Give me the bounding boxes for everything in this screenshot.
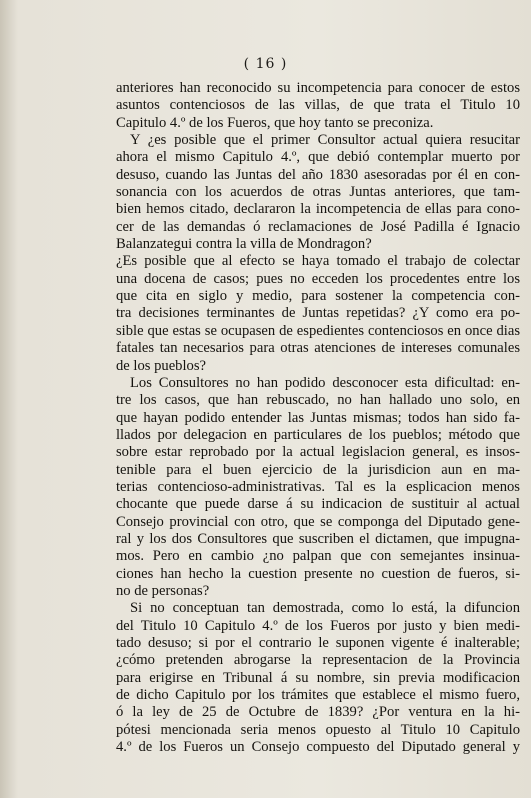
text-line: que cita en siglo y medio, para sostener la competencia con- (116, 288, 520, 305)
text-line: de dicho Capitulo por los trámites que establece el mismo fuero, (116, 687, 520, 704)
text-line: Capitulo 4.º de los Fueros, que hoy tanto se preconiza. (116, 114, 434, 131)
text-line: sobre estar reprobado por la actual legislacion general, es insos- (116, 444, 520, 461)
text-line: terias contencioso-administrativas. Tal es la esplicacion menos (116, 478, 520, 495)
text-line: chocante que puede darse á su indicacion de sustituir al actual (116, 496, 520, 513)
text-line: bien hemos citado, declararon la incompetencia de ellas para cono- (116, 201, 520, 218)
text-line: del Titulo 10 Capitulo 4.º de los Fueros por justo y bien medi- (116, 617, 520, 634)
text-line: sible que estas se ocupasen de espedientes contenciosos en once dias (116, 322, 520, 339)
text-line: una docena de casos; pues no ecceden los procedentes entre los (116, 270, 520, 287)
text-line: Consejo provincial con otro, que se componga del Diputado gene- (116, 513, 520, 530)
text-line: Balanzategui contra la villa de Mondragon? (116, 236, 372, 253)
text-line: no de personas? (116, 582, 210, 599)
text-line: asuntos contenciosos de las villas, de que trata el Titulo 10 (116, 97, 520, 114)
text-line: tre los casos, que han rebuscado, no han hallado uno solo, en (116, 392, 520, 409)
text-line: Y ¿es posible que el primer Consultor actual quiera resucitar (130, 132, 520, 149)
text-line: sonancia con los acuerdos de otras Juntas anteriores, que tam- (116, 184, 520, 201)
text-line: ral y los dos Consultores que suscriben el dictamen, que impugna- (116, 530, 520, 547)
text-line: de los pueblos? (116, 357, 206, 374)
text-line: ahora el mismo Capitulo 4.º, que debió contemplar muerto por (116, 149, 520, 166)
text-line: 4.º de los Fueros un Consejo compuesto del Diputado general y (116, 739, 520, 756)
text-line: cer de las demandas ó reclamaciones de José Padilla é Ignacio (116, 218, 520, 235)
text-line: ciones han hecho la cuestion presente no cuestion de fueros, si- (116, 565, 520, 582)
text-line: ¿cómo pretenden abrogarse la representacion de la Provincia (116, 652, 520, 669)
text-line: pótesi mencionada seria menos opuesto al Titulo 10 Capitulo (116, 721, 520, 738)
text-line: Si no conceptuan tan demostrada, como lo está, la difuncion (130, 600, 520, 617)
text-line: fatales tan necesarios para otras atenciones de intereses comunales (116, 340, 520, 357)
text-line: desuso, cuando las Juntas del año 1830 asesoradas por él en con- (116, 166, 520, 183)
text-line: llados por delegacion en particulares de los pueblos; método que (116, 426, 520, 443)
text-line: mos. Pero en cambio ¿no palpan que con semejantes insinua- (116, 548, 520, 565)
text-line: tenible para el buen ejercicio de la jurisdicion aun en ma- (116, 461, 520, 478)
text-line: tra decisiones terminantes de Juntas repetidas? ¿Y como era po- (116, 305, 520, 322)
text-line: anteriores han reconocido su incompetencia para conocer de estos (116, 80, 520, 96)
page-number: ( 16 ) (243, 56, 288, 72)
text-line: tado desuso; si por el contrario le suponen vigente é inalterable; (116, 635, 520, 651)
text-line: para erigirse en Tribunal á su nombre, sin previa modificacion (116, 669, 520, 686)
body-text (116, 80, 520, 756)
text-line: ¿Es posible que al efecto se haya tomado el trabajo de colectar (116, 253, 520, 270)
text-line: Los Consultores no han podido desconocer esta dificultad: en- (130, 374, 520, 391)
text-line: ó la ley de 25 de Octubre de 1839? ¿Por ventura en la hi- (116, 704, 520, 721)
text-line: que hayan podido entender las Juntas mismas; todos han sido fa- (116, 409, 520, 426)
